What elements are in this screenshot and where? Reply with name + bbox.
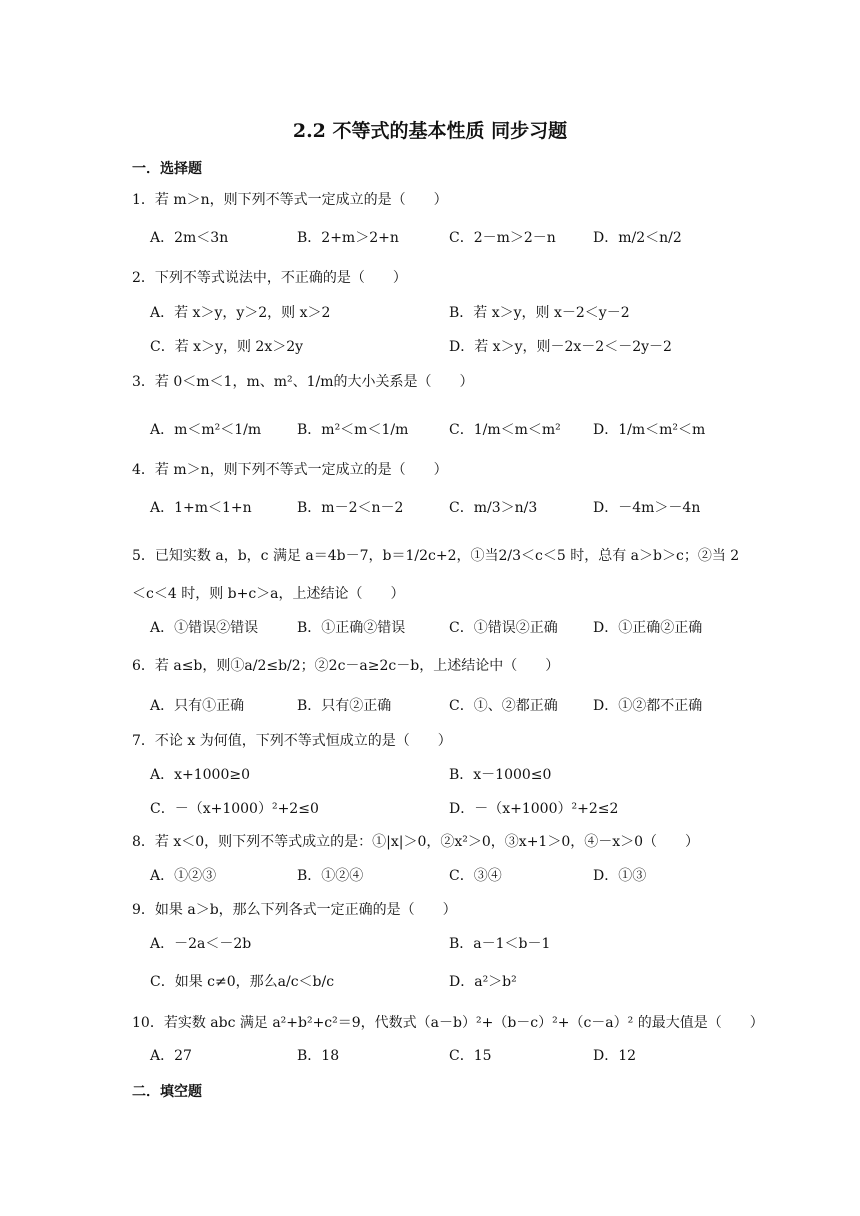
question-10-option-d: D．12 (593, 1048, 637, 1064)
section-choice-heading: 一．选择题 (132, 161, 202, 177)
question-8-stem: 8．若 x＜0，则下列不等式成立的是：①|x|＞0，②x²＞0，③x+1＞0，④－x＞0（ ） (132, 834, 700, 850)
question-4-option-b: B．m－2＜n－2 (297, 500, 404, 516)
question-10-option-c: C．15 (449, 1048, 492, 1064)
question-5-option-c: C．①错误②正确 (449, 620, 558, 636)
question-9-option-c: C．如果 c≠0，那么a/c＜b/c (150, 974, 335, 990)
question-2-option-c: C．若 x＞y，则 2x＞2y (150, 339, 304, 355)
question-4-option-c: C．m/3＞n/3 (449, 500, 538, 516)
question-4-option-a: A．1+m＜1+n (150, 500, 252, 516)
section-fill-heading: 二．填空题 (132, 1084, 202, 1100)
question-6-option-d: D．①②都不正确 (593, 698, 703, 714)
page-title: 2.2 不等式的基本性质 同步习题 (292, 120, 568, 142)
question-7-option-a: A．x+1000≥0 (150, 767, 251, 783)
question-3-option-c: C．1/m＜m＜m² (449, 422, 561, 438)
question-2-option-d: D．若 x＞y，则－2x－2＜－2y－2 (449, 339, 672, 355)
question-8-option-c: C．③④ (449, 868, 502, 884)
question-7-option-b: B．x－1000≤0 (449, 767, 552, 783)
question-6-option-a: A．只有①正确 (150, 698, 245, 714)
question-5-option-b: B．①正确②错误 (297, 620, 406, 636)
question-10-option-a: A．27 (150, 1048, 192, 1064)
question-3-option-d: D．1/m＜m²＜m (593, 422, 706, 438)
question-5-stem-continued: ＜c＜4 时，则 b+c＞a，上述结论（ ） (132, 586, 405, 602)
question-9-stem: 9．如果 a＞b，那么下列各式一定正确的是（ ） (132, 902, 457, 918)
question-6-option-c: C．①、②都正确 (449, 698, 558, 714)
question-7-option-c: C．－（x+1000）²+2≤0 (150, 801, 319, 817)
question-9-option-a: A．－2a＜－2b (150, 936, 252, 952)
question-9-option-d: D．a²＞b² (449, 974, 517, 990)
question-3-option-b: B．m²＜m＜1/m (297, 422, 409, 438)
question-1-option-c: C．2－m＞2－n (449, 230, 556, 246)
question-8-option-b: B．①②④ (297, 868, 364, 884)
question-1-stem: 1．若 m＞n，则下列不等式一定成立的是（ ） (132, 192, 448, 208)
question-7-stem: 7．不论 x 为何值，下列不等式恒成立的是（ ） (132, 733, 452, 749)
question-7-option-d: D．－（x+1000）²+2≤2 (449, 801, 619, 817)
question-2-stem: 2．下列不等式说法中，不正确的是（ ） (132, 270, 407, 286)
question-10-stem: 10．若实数 abc 满足 a²+b²+c²＝9，代数式（a－b）²+（b－c）²+（c－a）² 的最大值是（ ） (132, 1015, 764, 1031)
question-5-option-a: A．①错误②错误 (150, 620, 259, 636)
question-4-stem: 4．若 m＞n，则下列不等式一定成立的是（ ） (132, 462, 448, 478)
question-8-option-a: A．①②③ (150, 868, 217, 884)
question-2-option-b: B．若 x＞y，则 x－2＜y－2 (449, 305, 630, 321)
question-6-option-b: B．只有②正确 (297, 698, 392, 714)
question-1-option-b: B．2+m＞2+n (297, 230, 399, 246)
question-1-option-d: D．m/2＜n/2 (593, 230, 682, 246)
question-5-option-d: D．①正确②正确 (593, 620, 703, 636)
question-8-option-d: D．①③ (593, 868, 647, 884)
question-3-option-a: A．m＜m²＜1/m (150, 422, 262, 438)
question-2-option-a: A．若 x＞y，y＞2，则 x＞2 (150, 305, 331, 321)
question-10-option-b: B．18 (297, 1048, 340, 1064)
question-9-option-b: B．a－1＜b－1 (449, 936, 551, 952)
question-6-stem: 6．若 a≤b，则①a/2≤b/2；②2c－a≥2c－b，上述结论中（ ） (132, 658, 560, 674)
question-4-option-d: D．－4m＞－4n (593, 500, 701, 516)
question-3-stem: 3．若 0＜m＜1，m、m²、1/m的大小关系是（ ） (132, 374, 474, 390)
question-1-option-a: A．2m＜3n (150, 230, 229, 246)
question-5-stem: 5．已知实数 a，b，c 满足 a＝4b－7，b＝1/2c+2，①当2/3＜c＜5 时，总有 a＞b＞c；②当 2 (132, 548, 740, 564)
